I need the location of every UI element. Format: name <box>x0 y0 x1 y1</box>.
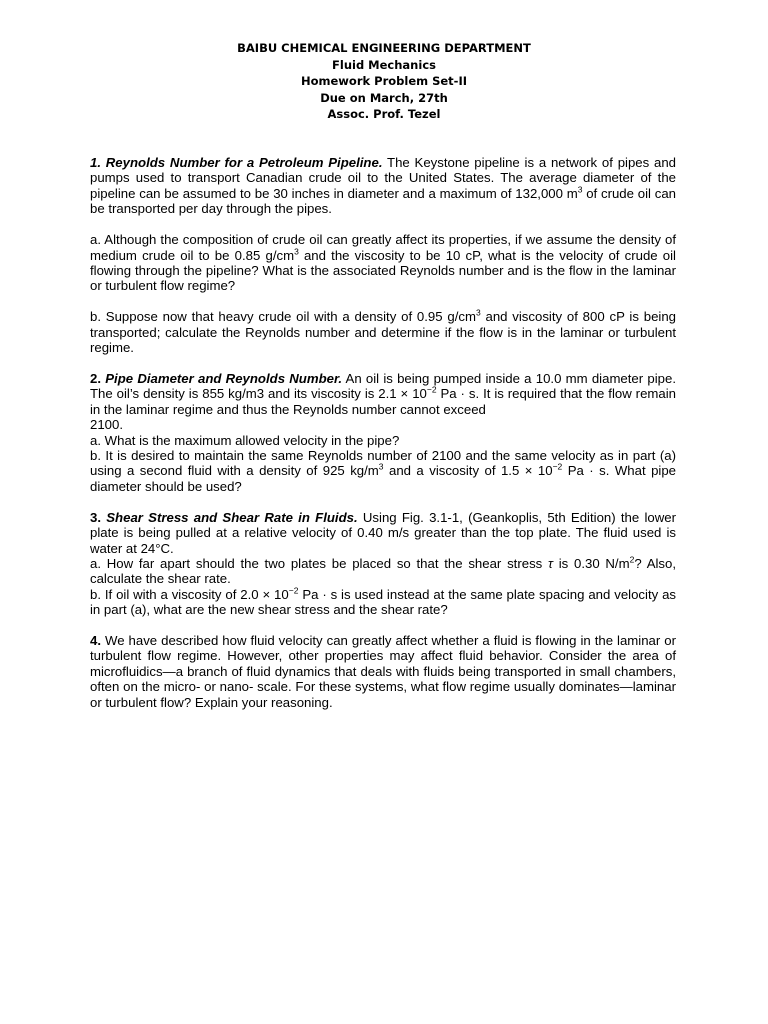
problem-1-text-a: The Keystone pipeline is a network of pipes and pumps used to transport Canadian crude oil to the United States. The average diameter of the pipeline can be assumed to be 30 inches in diameter and a maximum of 132,000 m <box>90 155 676 201</box>
problem-4-text: We have described how fluid velocity can greatly affect whether a fluid is flowing in the laminar or turbulent flow regime. However, other properties may affect fluid behavior. Consider the area of microfluidics—a branch of fluid dynamics that deals with fluids being transported in small chambers, often on the micro- or nano- scale. For these systems, what flow regime usually dominates—laminar or turbulent flow? Explain your reasoning. <box>90 633 676 710</box>
superscript: −2 <box>552 462 563 473</box>
superscript: 3 <box>294 246 299 257</box>
problem-4-number: 4. <box>90 633 101 649</box>
superscript: 3 <box>577 184 583 195</box>
due-date: Due on March, 27th <box>320 90 448 105</box>
part-text: and viscosity of 800 cP is being transported; calculate the Reynolds number and determine if the flow is in the laminar or turbulent regime. <box>90 309 677 356</box>
superscript: −2 <box>426 384 437 395</box>
part-text: b. If oil with a viscosity of 2.0 × 10 <box>90 586 289 602</box>
document-header <box>0 40 768 123</box>
part-text: and the viscosity to be 10 cP, what is the velocity of crude oil flowing through the pipeline? What is the associated Reynolds number and is the flow in the laminar or turbulent flow regime? <box>90 247 676 294</box>
problem-3-part-b <box>90 587 676 618</box>
part-text: a. Although the composition of crude oil can greatly affect its properties, if we assume the density of medium crude oil to be 0.85 g/cm <box>90 232 676 263</box>
part-text: a. How far apart should the two plates be placed so that the shear stress <box>90 555 549 571</box>
problem-1-intro <box>90 155 676 217</box>
part-text: and a viscosity of 1.5 × 10 <box>383 463 553 479</box>
problem-2-limit: 2100. <box>90 417 124 433</box>
problem-2-part-a: a. What is the maximum allowed velocity in the pipe? <box>90 432 400 448</box>
problem-3-intro <box>90 510 676 556</box>
part-text: b. It is desired to maintain the same Reynolds number of 2100 and the same velocity as in part (a) using a second fluid with a density of 925 kg/m <box>90 448 676 479</box>
part-text: Pa · s is used instead at the same plate spacing and velocity as in part (a), what are the new shear stress and the shear rate? <box>90 586 677 618</box>
part-text: Pa · s. What pipe diameter should be used? <box>90 463 677 494</box>
document-body <box>90 155 676 726</box>
problem-1-part-b <box>90 309 676 355</box>
superscript: 3 <box>475 307 481 318</box>
superscript: −2 <box>288 585 299 596</box>
department-name: BAIBU CHEMICAL ENGINEERING DEPARTMENT <box>237 41 531 55</box>
problem-2-text-a: An oil is being pumped inside a 10.0 mm diameter pipe. The oil’s density is 855 kg/m3 and its viscosity is 2.1 × 10 <box>90 370 676 402</box>
problem-1-part-a <box>90 232 676 294</box>
superscript: 2 <box>629 554 635 565</box>
part-text: b. Suppose now that heavy crude oil with a density of 0.95 g/cm <box>90 309 476 325</box>
problem-2-part-b <box>90 448 676 494</box>
problem-3-part-a <box>90 556 676 587</box>
part-text: is 0.30 N/m <box>552 555 630 571</box>
problem-3-number: 3. <box>90 509 101 525</box>
problem-1-text-b: of crude oil can be transported per day through the pipes. <box>90 185 676 217</box>
assignment-title: Homework Problem Set-II <box>300 74 468 88</box>
problem-2-title: Pipe Diameter and Reynolds Number. <box>105 370 343 386</box>
course-name: Fluid Mechanics <box>332 57 436 72</box>
problem-2-intro <box>90 371 676 417</box>
problem-3-title: Shear Stress and Shear Rate in Fluids. <box>106 509 358 525</box>
problem-4 <box>90 633 676 710</box>
problem-1-title: Reynolds Number for a Petroleum Pipeline. <box>105 155 383 170</box>
instructor-name: Assoc. Prof. Tezel <box>327 107 441 121</box>
problem-1-number: 1. <box>90 155 101 170</box>
problem-2-text-b: Pa · s. It is required that the flow remain in the laminar regime and thus the Reynolds number cannot exceed <box>90 386 676 417</box>
problem-3-text: Using Fig. 3.1-1, (Geankoplis, 5th Edition) the lower plate is being pulled at a relative velocity of 0.40 m/s greater than the top plate. The fluid used is water at 24°C. <box>90 509 676 556</box>
problem-2-number: 2. <box>90 370 101 386</box>
part-text: ? Also, calculate the shear rate. <box>90 555 677 587</box>
superscript: 3 <box>378 462 384 473</box>
tau-symbol: τ <box>548 555 553 571</box>
